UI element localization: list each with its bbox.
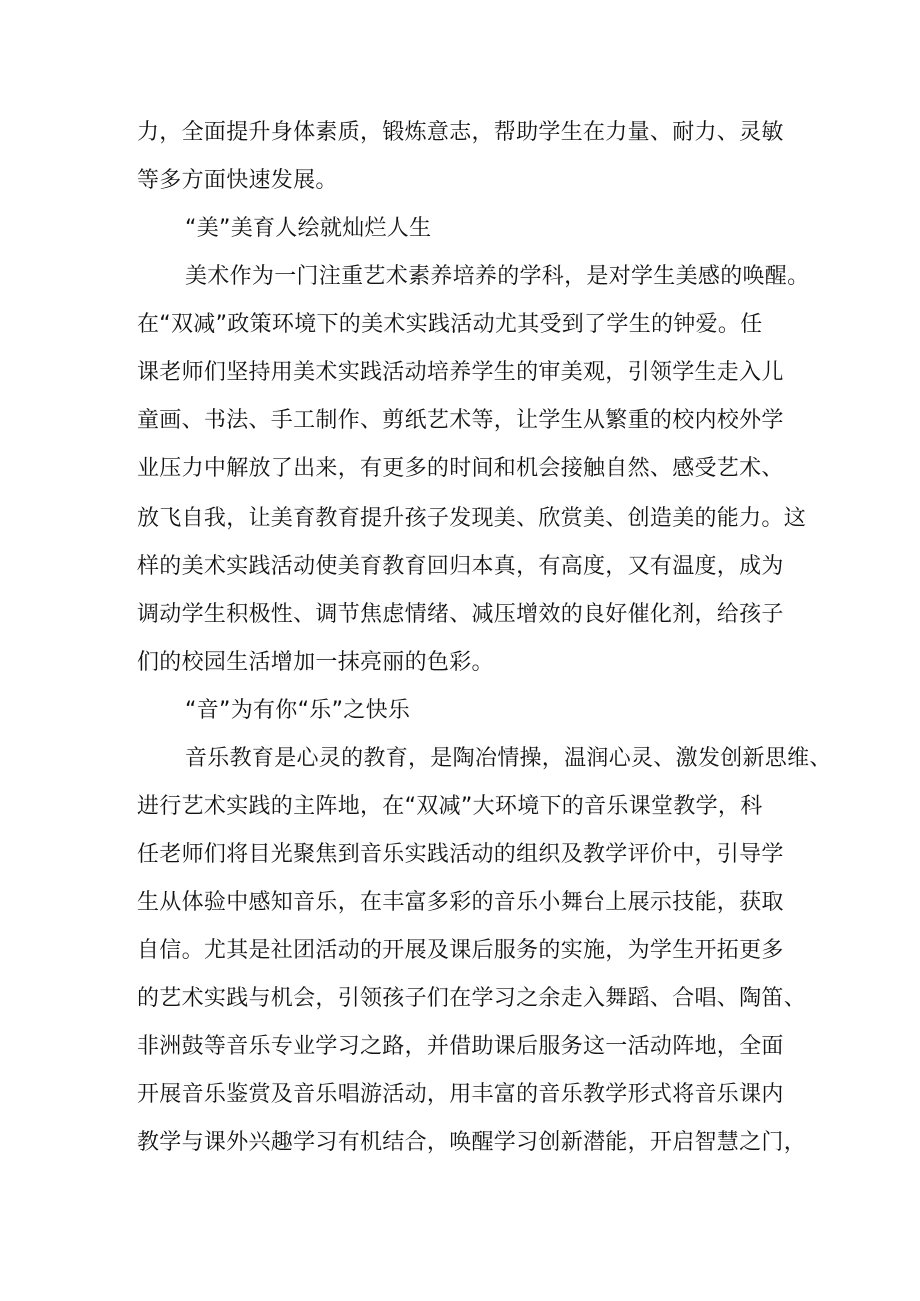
body-text-line: 力，全面提升身体素质，锻炼意志，帮助学生在力量、耐力、灵敏: [137, 120, 784, 145]
body-text-line: 童画、书法、手工制作、剪纸艺术等，让学生从繁重的校内校外学: [137, 408, 784, 433]
body-text-line: 进行艺术实践的主阵地，在“双减”大环境下的音乐课堂教学，科: [137, 794, 763, 819]
body-text-line: 自信。尤其是社团活动的开展及课后服务的实施，为学生开拓更多: [137, 938, 784, 963]
body-text-line: 在“双减”政策环境下的美术实践活动尤其受到了学生的钟爱。任: [137, 312, 763, 337]
section-heading-art: “美”美育人绘就灿烂人生: [185, 216, 432, 241]
body-text-line: 等多方面快速发展。: [137, 168, 338, 193]
body-text-line: 非洲鼓等音乐专业学习之路，并借助课后服务这一活动阵地，全面: [137, 1034, 784, 1059]
body-text-line: 开展音乐鉴赏及音乐唱游活动，用丰富的音乐教学形式将音乐课内: [137, 1082, 784, 1107]
body-text-line: 生从体验中感知音乐，在丰富多彩的音乐小舞台上展示技能，获取: [137, 890, 784, 915]
body-text-line: 调动学生积极性、调节焦虑情绪、减压增效的良好催化剂，给孩子: [137, 602, 784, 627]
body-text-line: 样的美术实践活动使美育教育回归本真，有高度，又有温度，成为: [137, 554, 784, 579]
body-text-line: 们的校园生活增加一抹亮丽的色彩。: [137, 650, 494, 675]
section-heading-music: “音”为有你“乐”之快乐: [185, 698, 411, 723]
body-text-line: 课老师们坚持用美术实践活动培养学生的审美观，引领学生走入儿: [137, 360, 784, 385]
body-text-line: 任老师们将目光聚焦到音乐实践活动的组织及教学评价中，引导学: [137, 842, 784, 867]
body-text-line: 教学与课外兴趣学习有机结合，唤醒学习创新潜能，开启智慧之门，: [137, 1130, 807, 1155]
body-text-line: 的艺术实践与机会，引领孩子们在学习之余走入舞蹈、合唱、陶笛、: [137, 986, 807, 1011]
body-text-line: 业压力中解放了出来，有更多的时间和机会接触自然、感受艺术、: [137, 456, 784, 481]
body-text-line: 美术作为一门注重艺术素养培养的学科，是对学生美感的唤醒。: [185, 264, 810, 289]
body-text-line: 音乐教育是心灵的教育，是陶冶情操，温润心灵、激发创新思维、: [185, 746, 832, 771]
body-text-line: 放飞自我，让美育教育提升孩子发现美、欣赏美、创造美的能力。这: [137, 506, 807, 531]
